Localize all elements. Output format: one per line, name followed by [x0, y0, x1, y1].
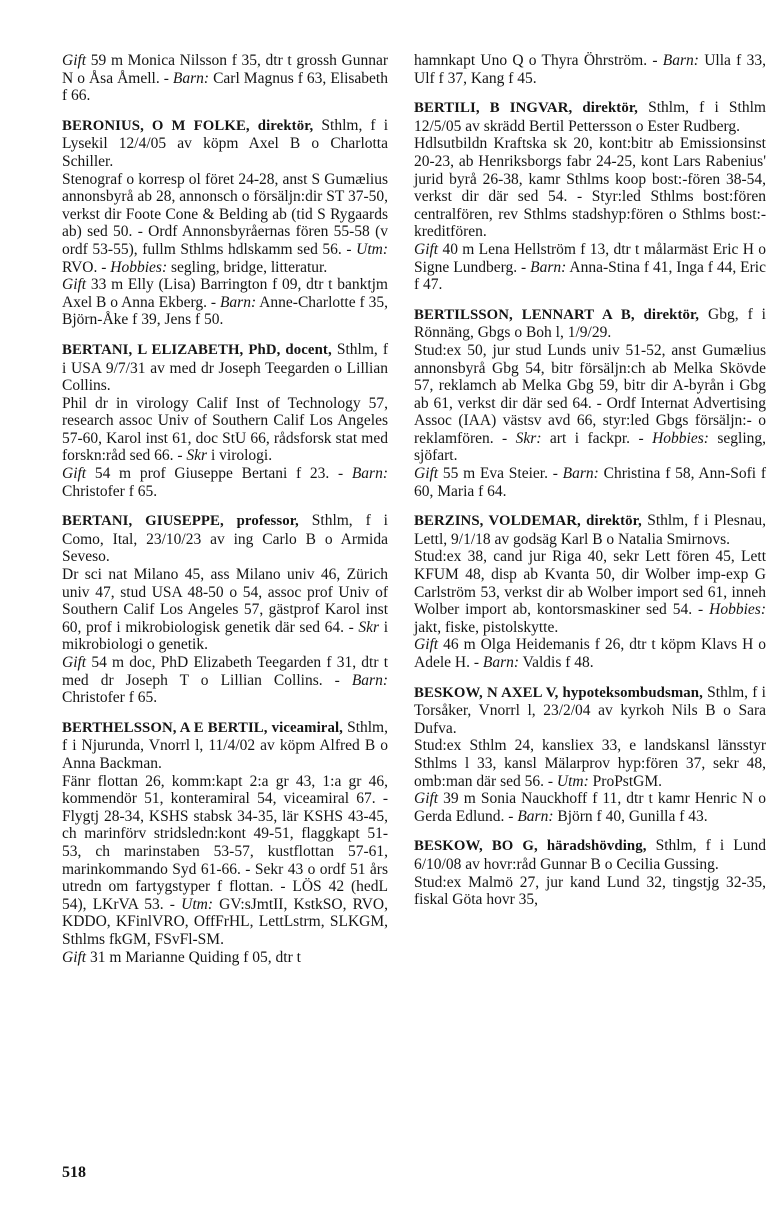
entry-heading: BERTILSSON, LENNART A B, direktör,	[414, 306, 700, 323]
page-number: 518	[62, 1164, 86, 1181]
entry-heading: BERTHELSSON, A E BERTIL, viceamiral,	[62, 719, 343, 736]
entry-continuation-right: hamnkapt Uno Q o Thyra Öhrström. - Barn: Ulla f 33, Ulf f 37, Kang f 45.	[414, 52, 766, 87]
entry-heading: BESKOW, N AXEL V, hypoteksombudsman,	[414, 684, 703, 701]
entry-beskow-axel: BESKOW, N AXEL V, hypoteksombudsman, Sthlm, f i Torsåker, Vnorrl l, 23/2/04 av kyrkoh Nils B o Sara Dufva. Stud:ex Sthlm 24, kansliex 33, e landskansl länsstyr Sthlms l 33, kansl Mälarprov hyp:fören 37, sekr 48, omb:man där sed 56. - Utm: ProPstGM. Gift 39 m Sonia Nauckhoff f 11, dtr t kamr Henric N o Gerda Edlund. - Barn: Björn f 40, Gunilla f 43.	[414, 683, 766, 825]
entry-bertani-elizabeth: BERTANI, L ELIZABETH, PhD, docent, Sthlm, f i USA 9/7/31 av med dr Joseph Teegarden o Lillian Collins. Phil dr in virology Calif Inst of Technology 57, research assoc Univ of Southern Calif Los Angeles 57-60, Karol inst 61, doc StU 66, rådsforsk stat med forskn:råd sed 66. - Skr i virologi. Gift 54 m prof Giuseppe Bertani f 23. - Barn: Christofer f 65.	[62, 340, 388, 500]
entry-heading: BERTANI, GIUSEPPE, professor,	[62, 513, 299, 530]
entry-bertilsson: BERTILSSON, LENNART A B, direktör, Gbg, f i Rönnäng, Gbgs o Boh l, 1/9/29. Stud:ex 50, jur stud Lunds univ 51-52, anst Gumælius annonsbyrå Gbg 54, bitr försäljn:ch ab Melka Skövde 57, reklamch ab Melka Gbg 59, bitr dir A-byrån i Gbg ab 61, verkst dir där sed 64. - Ordf Internat Advertising Assoc (IAA) västsv avd 66, styr:led Gbgs försäljn:- o reklamfören. - Skr: art i fackpr. - Hobbies: segling, sjöfart. Gift 55 m Eva Steier. - Barn: Christina f 58, Ann-Sofi f 60, Maria f 64.	[414, 305, 767, 500]
entry-heading: BESKOW, BO G, häradshövding,	[414, 838, 647, 855]
entry-berthelsson: BERTHELSSON, A E BERTIL, viceamiral, Sthlm, f i Njurunda, Vnorrl l, 11/4/02 av köpm Alfred B o Anna Backman. Fänr flottan 26, komm:kapt 2:a gr 43, 1:a gr 46, kommendör 51, konteramiral 54, viceamiral 67. - Flygtj 28-34, KSHS stabsk 34-35, lär KSHS 43-45, ch marinförv stridsledn:kont 49-51, flaggkapt 51-53, ch marinstaben 53-57, kustflottan 57-61, marinkommando Syd 61-66. - Sekr 43 o ordf 51 års utredn om fartygstyper f flottan. - LÖS 42 (hedL 54), LKrVA 53. - Utm: GV:sJmtII, KstkSO, RVO, KDDO, KFinlVRO, OffFrHL, LettLstrm, SLKGM, Sthlms fkGM, FSvFl-SM. Gift 31 m Marianne Quiding f 05, dtr t	[62, 718, 388, 966]
right-column	[414, 52, 766, 921]
entry-bertani-giuseppe: BERTANI, GIUSEPPE, professor, Sthlm, f i Como, Ital, 23/10/23 av ing Carlo B o Armida Seveso. Dr sci nat Milano 45, ass Milano univ 46, Zürich univ 47, stud USA 48-50 o 54, assoc prof Univ of Southern Calif Los Angeles 57, gästprof Karol inst 60, prof i mikrobiologisk genetik där sed 64. - Skr i mikrobiologi o genetik. Gift 54 m doc, PhD Elizabeth Teegarden f 31, dtr t med dr Joseph T o Lillian Collins. - Barn: Christofer f 65.	[62, 512, 389, 707]
entry-heading: BERZINS, VOLDEMAR, direktör,	[414, 513, 642, 530]
entry-beronius: BERONIUS, O M FOLKE, direktör, Sthlm, f i Lysekil 12/4/05 av köpm Axel B o Charlotta Schiller. Stenograf o korresp ol föret 24-28, anst S Gumælius annonsbyrå ab 28, annonsch o försäljn:dir ST 37-50, verkst dir Foote Cone & Belding ab (tid S Rygaards ab) sed 50. - Ordf Annonsbyråernas fören 55-58 (v ordf 53-55), fullm Sthlms hdlskamm sed 56. - Utm: RVO. - Hobbies: segling, bridge, litteratur. Gift 33 m Elly (Lisa) Barrington f 09, dtr t banktjm Axel B o Anna Ekberg. - Barn: Anne-Charlotte f 35, Björn-Åke f 39, Jens f 50.	[62, 116, 388, 329]
entry-heading: BERONIUS, O M FOLKE, direktör,	[62, 117, 314, 134]
entry-beskow-bo: BESKOW, BO G, häradshövding, Sthlm, f i Lund 6/10/08 av hovr:råd Gunnar B o Cecilia Gussing. Stud:ex Malmö 27, jur kand Lund 32, tingstjg 32-35, fiskal Göta hovr 35,	[414, 837, 766, 909]
entry-berzins: BERZINS, VOLDEMAR, direktör, Sthlm, f i Plesnau, Lettl, 9/1/18 av godsäg Karl B o Natalia Smirnovs. Stud:ex 38, cand jur Riga 40, sekr Lett fören 45, Lett KFUM 48, disp ab Kvanta 50, dir Wolber imp-exp G Carlström 53, verkst dir ab Wolber import sed 61, inneh Wolber import ab, kontorsmaskiner sed 54. - Hobbies: jakt, fiske, pistolskytte. Gift 46 m Olga Heidemanis f 26, dtr t köpm Klavs H o Adele H. - Barn: Valdis f 48.	[414, 512, 766, 671]
left-column	[62, 52, 388, 978]
entry-continuation-left: Gift 59 m Monica Nilsson f 35, dtr t grossh Gunnar N o Åsa Åmell. - Barn: Carl Magnus f 63, Elisabeth f 66.	[62, 52, 388, 105]
entry-heading: BERTANI, L ELIZABETH, PhD, docent,	[62, 341, 332, 358]
entry-heading: BERTILI, B INGVAR, direktör,	[414, 100, 638, 117]
entry-bertili: BERTILI, B INGVAR, direktör, Sthlm, f i Sthlm 12/5/05 av skrädd Bertil Pettersson o Ester Rudberg. Hdlsutbildn Kraftska sk 20, kont:bitr ab Emissionsinst 20-23, ab Henriksborgs fabr 24-25, kont Lars Rabenius' jurid byrå 26-38, kamr Sthlms koop bost:-fören 38-54, verkst dir där sed 54. - Styr:led Sthlms bost:fören centralfören, rev Sthlms stadshyp:fören o Sthlms bost:-kreditfören. Gift 40 m Lena Hellström f 13, dtr t målarmäst Eric H o Signe Lundberg. - Barn: Anna-Stina f 41, Inga f 44, Eric f 47.	[414, 99, 766, 294]
